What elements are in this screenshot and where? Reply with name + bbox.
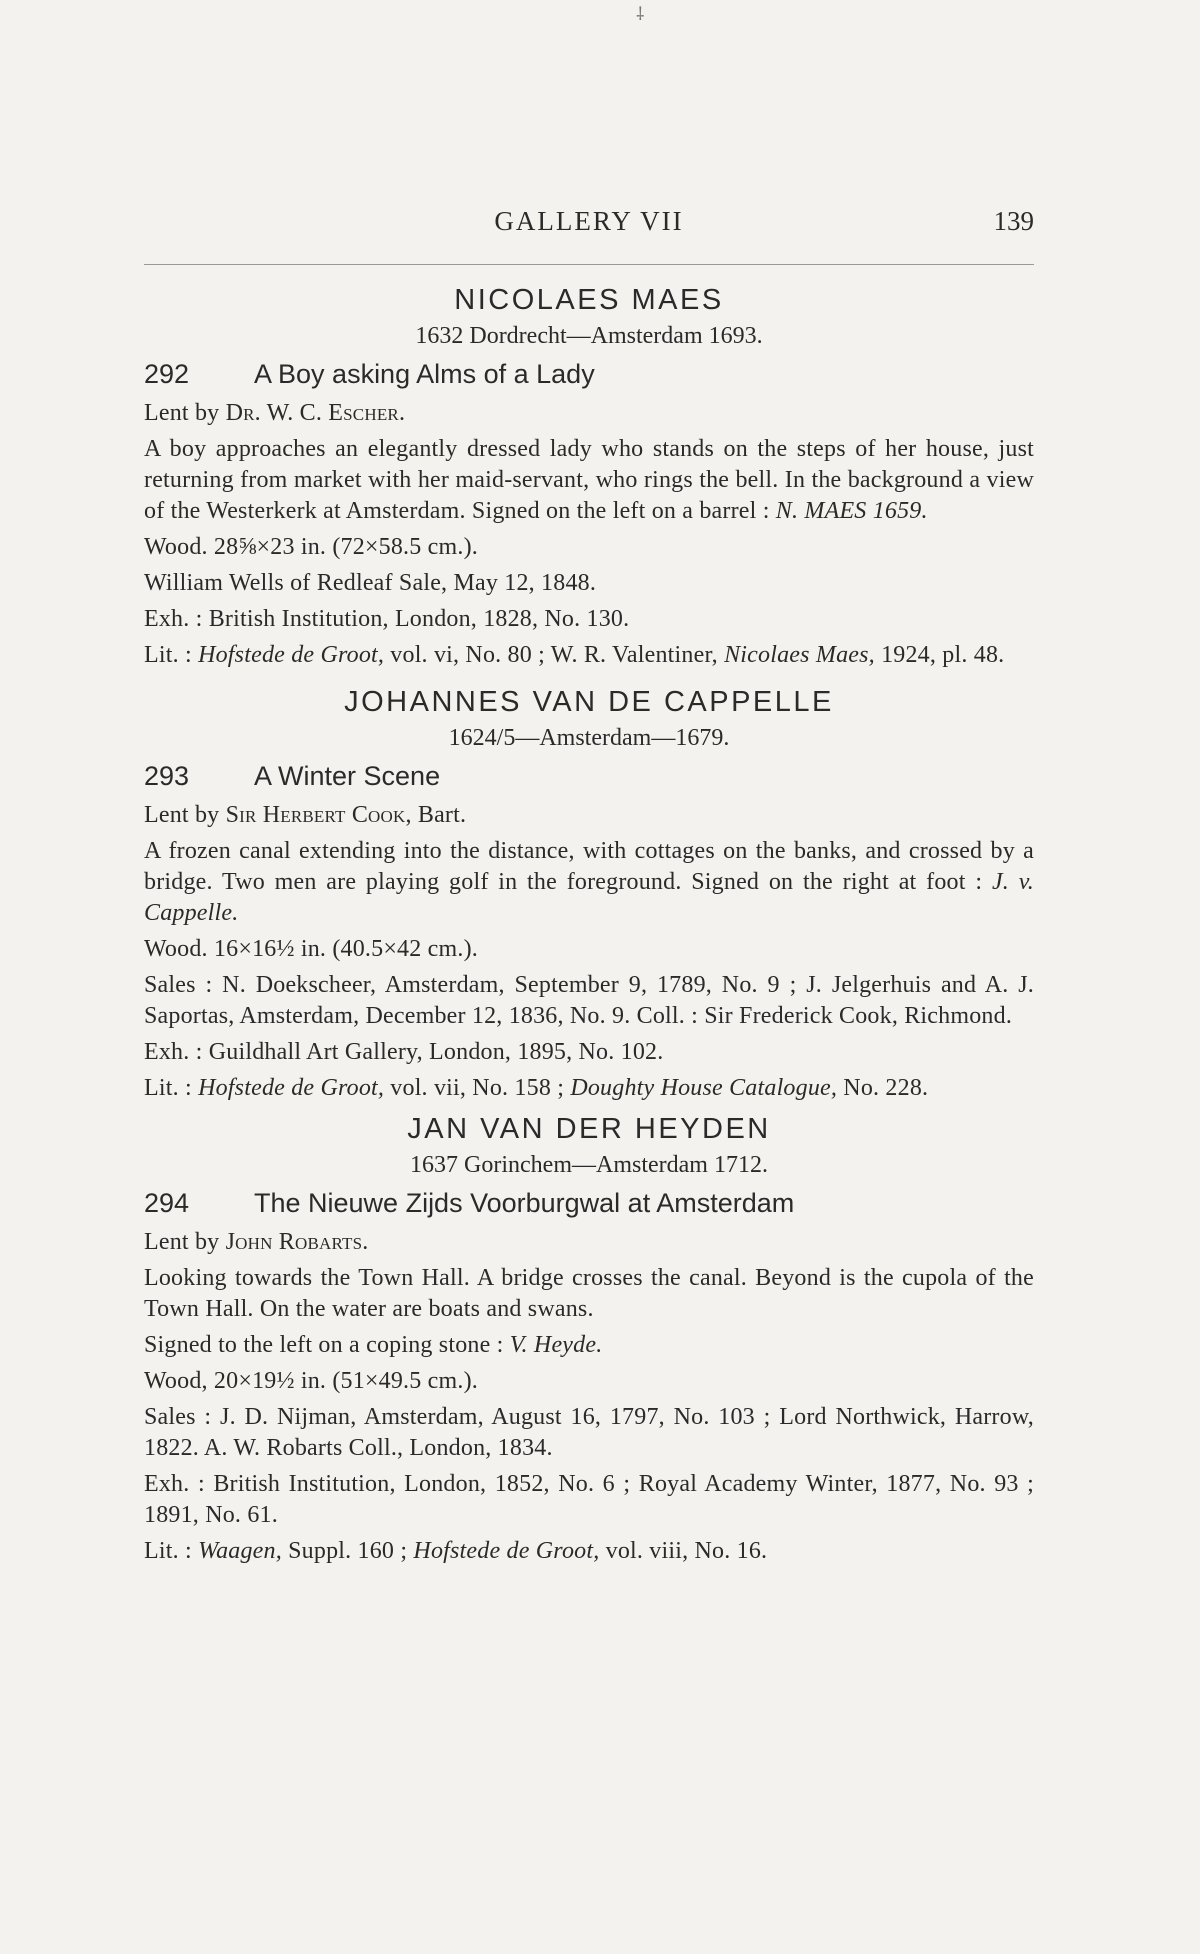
lender-name: John Robarts. (225, 1229, 369, 1255)
lender-line (144, 1227, 1034, 1258)
artist-name: NICOLAES MAES (454, 284, 724, 316)
lit-text: vol. viii, No. 16. (599, 1538, 768, 1564)
lit-ref: Hofstede de Groot, (198, 1075, 385, 1101)
artist-heading (144, 1109, 1034, 1181)
lit-text: Suppl. 160 ; (281, 1538, 414, 1564)
artist-heading (144, 280, 1034, 352)
gallery-title: GALLERY VII (494, 206, 684, 236)
lit-prefix: Lit. : (144, 1538, 199, 1564)
artist-dates: 1632 Dordrecht—Amsterdam 1693. (415, 323, 763, 349)
lit-text: vol. vi, No. 80 ; W. R. Valentiner, (384, 642, 725, 668)
literature (144, 640, 1034, 671)
lit-ref: Hofstede de Groot, (413, 1538, 600, 1564)
lit-text: 1924, pl. 48. (874, 642, 1005, 668)
lender-suffix: Bart. (411, 802, 467, 828)
description-text: A boy approaches an elegantly dressed lady who stands on the steps of her house, just returning from market with her maid-servant, who rings the bell. In the background a view of the Westerkerk at Amsterdam. Signed on the left on a barrel : (144, 436, 1034, 524)
artist-name: JOHANNES VAN DE CAPPELLE (344, 686, 834, 718)
work-title-text: A Winter Scene (254, 761, 441, 791)
description (144, 434, 1034, 527)
signed-line (144, 1330, 1034, 1361)
work-title (144, 354, 1034, 394)
catalogue-number: 292 (144, 359, 190, 389)
artist-dates: 1624/5—Amsterdam—1679. (448, 725, 730, 751)
lit-prefix: Lit. : (144, 1075, 199, 1101)
lit-text: vol. vii, No. 158 ; (384, 1075, 571, 1101)
page-number: 139 (993, 206, 1034, 236)
artist-heading (144, 682, 1034, 754)
work-title (144, 756, 1034, 796)
signature: N. MAES 1659. (775, 498, 928, 524)
signed-text: Signed to the left on a coping stone : (144, 1332, 504, 1358)
sales: Sales : J. D. Nijman, Amsterdam, August 16, 1797, No. 103 ; Lord Northwick, Harrow, 1822. A. W. Robarts Coll., London, 1834. (144, 1404, 1034, 1461)
lit-ref: Waagen, (198, 1538, 282, 1564)
artist-name: JAN VAN DER HEYDEN (407, 1113, 771, 1145)
lit-text: No. 228. (837, 1075, 929, 1101)
lit-ref: Hofstede de Groot, (198, 642, 385, 668)
work-title-text: The Nieuwe Zijds Voorburgwal at Amsterdam (254, 1188, 795, 1218)
lit-ref: Doughty House Catalogue, (570, 1075, 838, 1101)
catalogue-content (144, 280, 1034, 1572)
lender-name: Sir Herbert Cook, (225, 802, 412, 828)
lent-prefix: Lent by (144, 1229, 226, 1255)
catalogue-number: 294 (144, 1188, 190, 1218)
exhibitions: Exh. : British Institution, London, 1852, No. 6 ; Royal Academy Winter, 1877, No. 93 ; 1891, No. 61. (144, 1471, 1034, 1528)
lent-prefix: Lent by (144, 400, 226, 426)
entry-293 (144, 682, 1034, 1104)
lit-prefix: Lit. : (144, 642, 199, 668)
signature: J. v. Cappelle. (144, 869, 1034, 926)
provenance: William Wells of Redleaf Sale, May 12, 1848. (144, 570, 597, 596)
description: Looking towards the Town Hall. A bridge crosses the canal. Beyond is the cupola of the Town Hall. On the water are boats and swans. (144, 1265, 1034, 1322)
medium: Wood, 20×19½ in. (51×49.5 cm.). (144, 1368, 478, 1394)
exhibitions: Exh. : British Institution, London, 1828, No. 130. (144, 606, 630, 632)
exhibitions: Exh. : Guildhall Art Gallery, London, 1895, No. 102. (144, 1039, 664, 1065)
entry-292 (144, 280, 1034, 671)
signature: V. Heyde. (509, 1332, 603, 1358)
catalogue-number: 293 (144, 761, 190, 791)
work-title-text: A Boy asking Alms of a Lady (254, 359, 595, 389)
lender-line (144, 398, 1034, 429)
description (144, 836, 1034, 929)
entry-294 (144, 1109, 1034, 1567)
work-title (144, 1183, 1034, 1223)
top-printer-mark: ⸸ (636, 4, 645, 24)
description-text: A frozen canal extending into the distance, with cottages on the banks, and crossed by a bridge. Two men are playing golf in the foreground. Signed on the right at foot : (144, 838, 1034, 895)
literature (144, 1536, 1034, 1567)
lender-name: Dr. W. C. Escher. (225, 400, 406, 426)
medium: Wood. 16×16½ in. (40.5×42 cm.). (144, 936, 478, 962)
sales: Sales : N. Doekscheer, Amsterdam, September 9, 1789, No. 9 ; J. Jelgerhuis and A. J. Saportas, Amsterdam, December 12, 1836, No. 9. Coll. : Sir Frederick Cook, Richmond. (144, 972, 1034, 1029)
literature (144, 1073, 1034, 1104)
medium: Wood. 28⅝×23 in. (72×58.5 cm.). (144, 534, 478, 560)
page-header (144, 206, 1034, 246)
header-rule (144, 264, 1034, 265)
lit-ref: Nicolaes Maes, (724, 642, 875, 668)
lender-line (144, 800, 1034, 831)
artist-dates: 1637 Gorinchem—Amsterdam 1712. (410, 1152, 768, 1178)
lent-prefix: Lent by (144, 802, 226, 828)
